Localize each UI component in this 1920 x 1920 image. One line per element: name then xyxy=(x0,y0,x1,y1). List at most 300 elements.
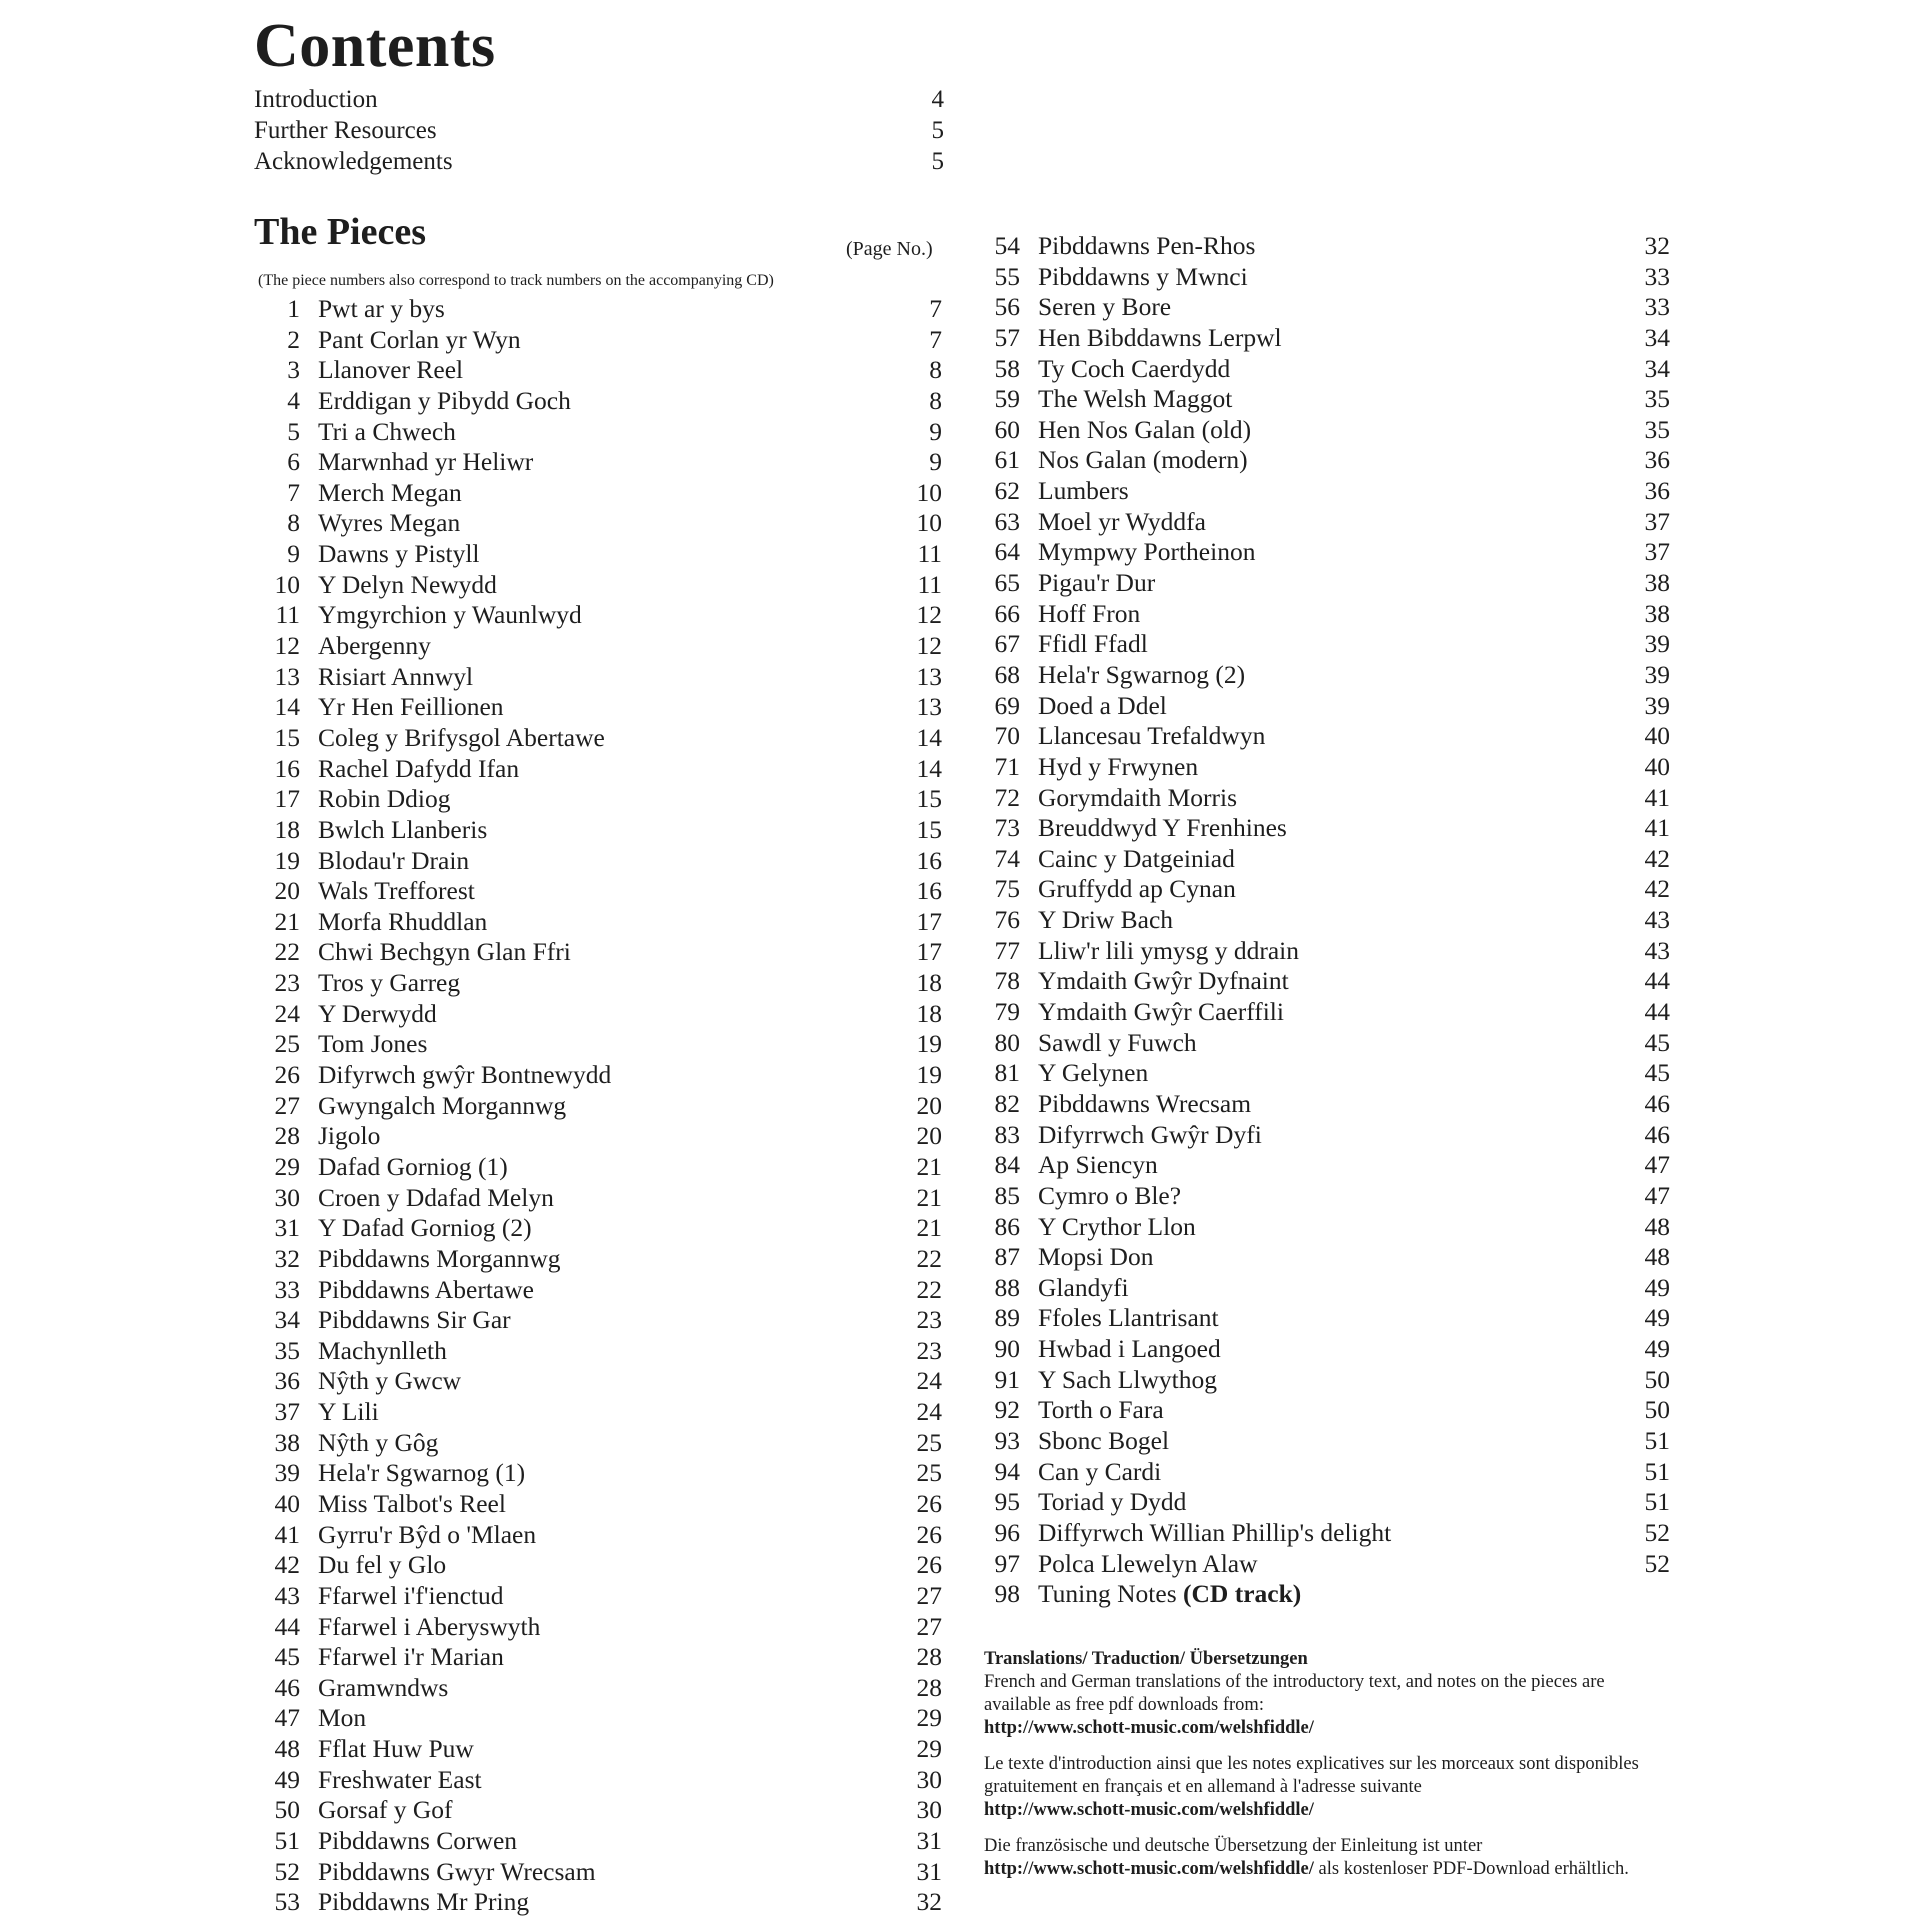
piece-entry xyxy=(982,1549,1670,1580)
piece-number: 66 xyxy=(994,598,1020,628)
piece-page: 12 xyxy=(916,600,942,630)
piece-entry xyxy=(262,1765,942,1796)
piece-entry xyxy=(982,1058,1670,1089)
piece-number: 26 xyxy=(274,1060,300,1090)
piece-number: 83 xyxy=(994,1119,1020,1149)
piece-title xyxy=(318,1397,892,1428)
piece-page: 16 xyxy=(916,845,942,875)
piece-entry xyxy=(262,968,942,999)
piece-page: 40 xyxy=(1644,751,1670,781)
piece-number: 36 xyxy=(274,1366,300,1396)
piece-number: 10 xyxy=(274,569,300,599)
piece-title-text: Risiart Annwyl xyxy=(318,661,474,691)
piece-page: 26 xyxy=(916,1550,942,1580)
piece-title-text: Blodau'r Drain xyxy=(318,845,470,875)
piece-entry xyxy=(982,507,1670,538)
translations-de-text: Die französische und deutsche Übersetzung der Einleitung ist unter xyxy=(984,1836,1483,1856)
piece-entry xyxy=(262,1397,942,1428)
piece-page: 22 xyxy=(916,1243,942,1273)
piece-title xyxy=(1038,1150,1620,1181)
piece-entry xyxy=(982,1303,1670,1334)
piece-title-text: Torth o Fara xyxy=(1038,1395,1164,1425)
piece-page: 42 xyxy=(1644,843,1670,873)
piece-title xyxy=(1038,1549,1620,1580)
front-matter-list xyxy=(254,84,944,177)
piece-title xyxy=(318,1152,892,1183)
piece-title xyxy=(318,1826,892,1857)
piece-title-text: Merch Megan xyxy=(318,477,462,507)
piece-title xyxy=(318,907,892,938)
piece-title-text: Ffoles Llantrisant xyxy=(1038,1303,1219,1333)
piece-title-text: Pigau'r Dur xyxy=(1038,568,1156,598)
piece-number: 79 xyxy=(994,997,1020,1027)
piece-entry xyxy=(262,1734,942,1765)
piece-entry xyxy=(262,1060,942,1091)
page-number-label: (Page No.) xyxy=(846,238,933,260)
piece-number: 27 xyxy=(274,1090,300,1120)
piece-title-text: Coleg y Brifysgol Abertawe xyxy=(318,722,605,752)
piece-title-text: Y Dafad Gorniog (2) xyxy=(318,1213,532,1243)
piece-title xyxy=(318,1550,892,1581)
piece-title xyxy=(318,1489,892,1520)
piece-title-text: Wyres Megan xyxy=(318,508,461,538)
piece-title xyxy=(1038,445,1620,476)
piece-title-text: Pant Corlan yr Wyn xyxy=(318,324,521,354)
piece-title xyxy=(318,1060,892,1091)
piece-title xyxy=(318,1244,892,1275)
piece-title-text: Ty Coch Caerdydd xyxy=(1038,353,1231,383)
piece-title-text: Rachel Dafydd Ifan xyxy=(318,753,520,783)
piece-title xyxy=(1038,905,1620,936)
piece-page: 41 xyxy=(1644,813,1670,843)
piece-number: 55 xyxy=(994,261,1020,291)
piece-number: 73 xyxy=(994,813,1020,843)
piece-entry xyxy=(262,1428,942,1459)
piece-title-text: Freshwater East xyxy=(318,1764,482,1794)
piece-title xyxy=(1038,660,1620,691)
piece-number: 41 xyxy=(274,1519,300,1549)
piece-title xyxy=(318,1029,892,1060)
piece-title-text: Tuning Notes xyxy=(1038,1579,1177,1609)
piece-title xyxy=(318,386,892,417)
piece-title xyxy=(318,417,892,448)
piece-title xyxy=(1038,262,1620,293)
piece-page: 15 xyxy=(916,814,942,844)
toc-page: 5 xyxy=(931,117,944,144)
piece-page: 9 xyxy=(929,447,942,477)
piece-number: 42 xyxy=(274,1550,300,1580)
piece-title xyxy=(318,876,892,907)
piece-entry xyxy=(262,846,942,877)
piece-title-text: Y Derwydd xyxy=(318,998,437,1028)
piece-entry xyxy=(262,1091,942,1122)
piece-entry xyxy=(982,1120,1670,1151)
piece-entry xyxy=(982,1395,1670,1426)
piece-title xyxy=(318,723,892,754)
piece-entry xyxy=(262,1336,942,1367)
piece-number: 81 xyxy=(994,1058,1020,1088)
piece-title-text: Miss Talbot's Reel xyxy=(318,1488,506,1518)
piece-number: 38 xyxy=(274,1427,300,1457)
piece-entry xyxy=(262,1121,942,1152)
piece-title xyxy=(1038,1120,1620,1151)
piece-title xyxy=(318,662,892,693)
piece-entry xyxy=(982,691,1670,722)
piece-number: 11 xyxy=(275,600,300,630)
piece-title-text: Can y Cardi xyxy=(1038,1456,1162,1486)
piece-title xyxy=(1038,1212,1620,1243)
piece-page: 39 xyxy=(1644,690,1670,720)
piece-title-text: Pibddawns Corwen xyxy=(318,1826,518,1856)
piece-number: 98 xyxy=(994,1579,1020,1609)
piece-entry xyxy=(262,1887,942,1918)
translations-heading: Translations/ Traduction/ Übersetzungen xyxy=(984,1649,1308,1669)
piece-title-text: Tri a Chwech xyxy=(318,416,456,446)
piece-page: 17 xyxy=(916,937,942,967)
piece-number: 85 xyxy=(994,1180,1020,1210)
piece-title-text: Y Driw Bach xyxy=(1038,905,1174,935)
piece-title xyxy=(318,1336,892,1367)
piece-entry xyxy=(982,231,1670,262)
piece-page: 11 xyxy=(917,569,942,599)
piece-title xyxy=(1038,1028,1620,1059)
toc-entry-further-resources xyxy=(254,115,944,146)
piece-entry xyxy=(982,997,1670,1028)
piece-number: 2 xyxy=(287,324,300,354)
piece-title xyxy=(318,1305,892,1336)
piece-title-text: Hyd y Frwynen xyxy=(1038,751,1199,781)
piece-number: 86 xyxy=(994,1211,1020,1241)
piece-title-text: Gyrru'r Bŷd o 'Mlaen xyxy=(318,1519,537,1549)
piece-entry xyxy=(262,478,942,509)
piece-title-text: Mympwy Portheinon xyxy=(1038,537,1256,567)
piece-title-text: Difyrrwch Gwŷr Dyfi xyxy=(1038,1119,1262,1149)
piece-title xyxy=(318,1795,892,1826)
piece-page: 38 xyxy=(1644,598,1670,628)
piece-number: 12 xyxy=(274,631,300,661)
piece-page: 35 xyxy=(1644,384,1670,414)
translations-de xyxy=(984,1835,1664,1881)
piece-title-text: Hen Nos Galan (old) xyxy=(1038,414,1252,444)
piece-page: 23 xyxy=(916,1305,942,1335)
piece-title-text: Lliw'r lili ymysg y ddrain xyxy=(1038,935,1299,965)
piece-number: 56 xyxy=(994,292,1020,322)
piece-entry xyxy=(982,1579,1670,1610)
piece-title xyxy=(1038,1058,1620,1089)
piece-number: 52 xyxy=(274,1856,300,1886)
piece-page: 43 xyxy=(1644,935,1670,965)
piece-title-text: Pibddawns Pen-Rhos xyxy=(1038,231,1256,260)
translations-en-url[interactable]: http://www.schott-music.com/welshfiddle/ xyxy=(984,1718,1314,1738)
piece-page: 10 xyxy=(916,477,942,507)
piece-title-text: Nŷth y Gôg xyxy=(318,1427,439,1457)
piece-entry xyxy=(262,815,942,846)
piece-title-text: Diffyrwch Willian Phillip's delight xyxy=(1038,1517,1392,1547)
piece-entry xyxy=(982,783,1670,814)
piece-page: 30 xyxy=(916,1764,942,1794)
piece-number: 57 xyxy=(994,322,1020,352)
pieces-note: (The piece numbers also correspond to track numbers on the accompanying CD) xyxy=(258,272,774,289)
piece-title xyxy=(1038,415,1620,446)
piece-number: 25 xyxy=(274,1029,300,1059)
piece-number: 35 xyxy=(274,1335,300,1365)
piece-number: 3 xyxy=(287,355,300,385)
piece-entry xyxy=(262,600,942,631)
piece-page: 50 xyxy=(1644,1395,1670,1425)
translations-fr xyxy=(984,1753,1664,1822)
piece-page: 25 xyxy=(916,1458,942,1488)
piece-page: 12 xyxy=(916,631,942,661)
piece-title-text: Pibddawns Sir Gar xyxy=(318,1305,511,1335)
piece-number: 17 xyxy=(274,784,300,814)
piece-number: 72 xyxy=(994,782,1020,812)
piece-number: 28 xyxy=(274,1121,300,1151)
piece-title xyxy=(1038,231,1620,262)
piece-title-text: Gorymdaith Morris xyxy=(1038,782,1238,812)
piece-number: 88 xyxy=(994,1272,1020,1302)
piece-title-text: Hela'r Sgwarnog (2) xyxy=(1038,659,1246,689)
toc-label: Acknowledgements xyxy=(254,148,453,175)
piece-number: 34 xyxy=(274,1305,300,1335)
piece-page: 9 xyxy=(929,416,942,446)
piece-page: 52 xyxy=(1644,1517,1670,1547)
piece-title-text: Ymgyrchion y Waunlwyd xyxy=(318,600,582,630)
piece-page: 21 xyxy=(916,1182,942,1212)
piece-entry xyxy=(982,354,1670,385)
piece-number: 20 xyxy=(274,876,300,906)
piece-entry xyxy=(262,999,942,1030)
piece-title xyxy=(318,1581,892,1612)
piece-page: 36 xyxy=(1644,445,1670,475)
piece-number: 91 xyxy=(994,1364,1020,1394)
piece-page: 31 xyxy=(916,1826,942,1856)
piece-title-text: Polca Llewelyn Alaw xyxy=(1038,1548,1258,1578)
piece-number: 43 xyxy=(274,1580,300,1610)
piece-title xyxy=(1038,783,1620,814)
piece-page: 15 xyxy=(916,784,942,814)
piece-page: 34 xyxy=(1644,353,1670,383)
translations-de-url[interactable]: http://www.schott-music.com/welshfiddle/ xyxy=(984,1859,1314,1879)
piece-number: 5 xyxy=(287,416,300,446)
piece-entry xyxy=(262,508,942,539)
piece-entry xyxy=(262,631,942,662)
piece-entry xyxy=(982,1242,1670,1273)
piece-number: 53 xyxy=(274,1887,300,1917)
piece-title-text: Cainc y Datgeiniad xyxy=(1038,843,1235,873)
piece-page: 19 xyxy=(916,1029,942,1059)
piece-title-text: Fflat Huw Puw xyxy=(318,1734,474,1764)
piece-title xyxy=(1038,1273,1620,1304)
piece-number: 71 xyxy=(994,751,1020,781)
piece-title-text: Pibddawns Wrecsam xyxy=(1038,1088,1252,1118)
piece-number: 59 xyxy=(994,384,1020,414)
piece-page: 21 xyxy=(916,1151,942,1181)
piece-page: 46 xyxy=(1644,1088,1670,1118)
piece-entry xyxy=(262,1029,942,1060)
piece-entry xyxy=(982,1181,1670,1212)
pieces-list-left xyxy=(262,294,942,1918)
piece-page: 46 xyxy=(1644,1119,1670,1149)
piece-page: 13 xyxy=(916,692,942,722)
piece-title-text: Du fel y Glo xyxy=(318,1550,447,1580)
piece-number: 64 xyxy=(994,537,1020,567)
piece-entry xyxy=(982,1365,1670,1396)
piece-title xyxy=(1038,1395,1620,1426)
piece-title-text: Chwi Bechgyn Glan Ffri xyxy=(318,937,571,967)
piece-page: 11 xyxy=(917,539,942,569)
piece-entry xyxy=(262,1520,942,1551)
piece-entry xyxy=(262,937,942,968)
piece-title-text: Croen y Ddafad Melyn xyxy=(318,1182,554,1212)
piece-title-text: Nŷth y Gwcw xyxy=(318,1366,462,1396)
piece-entry xyxy=(982,262,1670,293)
piece-title xyxy=(318,1366,892,1397)
piece-title xyxy=(1038,844,1620,875)
piece-title-text: Gorsaf y Gof xyxy=(318,1795,453,1825)
piece-entry xyxy=(262,1275,942,1306)
piece-title xyxy=(318,937,892,968)
piece-page: 13 xyxy=(916,661,942,691)
piece-number: 1 xyxy=(287,294,300,323)
piece-title xyxy=(318,1703,892,1734)
piece-page: 7 xyxy=(929,324,942,354)
piece-page: 25 xyxy=(916,1427,942,1457)
piece-page: 8 xyxy=(929,385,942,415)
piece-page: 26 xyxy=(916,1488,942,1518)
toc-page: 5 xyxy=(931,148,944,175)
piece-title xyxy=(1038,874,1620,905)
piece-title xyxy=(1038,1242,1620,1273)
translations-fr-url[interactable]: http://www.schott-music.com/welshfiddle/ xyxy=(984,1800,1314,1820)
piece-title xyxy=(318,325,892,356)
piece-page: 26 xyxy=(916,1519,942,1549)
piece-title xyxy=(318,355,892,386)
toc-entry-acknowledgements xyxy=(254,146,944,177)
piece-title xyxy=(1038,507,1620,538)
piece-title-text: Pibddawns Gwyr Wrecsam xyxy=(318,1856,596,1886)
piece-page: 16 xyxy=(916,876,942,906)
piece-title xyxy=(318,784,892,815)
piece-title-text: Llanover Reel xyxy=(318,355,464,385)
piece-number: 65 xyxy=(994,568,1020,598)
piece-title xyxy=(1038,966,1620,997)
piece-title-text: Glandyfi xyxy=(1038,1272,1129,1302)
piece-title-text: Bwlch Llanberis xyxy=(318,814,488,844)
piece-entry xyxy=(262,1642,942,1673)
piece-title xyxy=(1038,936,1620,967)
piece-number: 46 xyxy=(274,1672,300,1702)
translations-fr-text: Le texte d'introduction ainsi que les notes explicatives sur les morceaux sont disponibles gratuitement en français et en allemand à l'adresse suivante xyxy=(984,1754,1639,1797)
piece-page: 22 xyxy=(916,1274,942,1304)
piece-title-text: Jigolo xyxy=(318,1121,381,1151)
piece-number: 93 xyxy=(994,1425,1020,1455)
piece-title xyxy=(318,631,892,662)
piece-title-text: Robin Ddiog xyxy=(318,784,451,814)
piece-title xyxy=(318,1734,892,1765)
piece-title xyxy=(318,1857,892,1888)
piece-title-text: Doed a Ddel xyxy=(1038,690,1167,720)
piece-number: 50 xyxy=(274,1795,300,1825)
piece-entry xyxy=(982,445,1670,476)
piece-title-text: Ffidl Ffadl xyxy=(1038,629,1148,659)
piece-title xyxy=(318,1642,892,1673)
piece-title-text: Hoff Fron xyxy=(1038,598,1141,628)
translations-de-text-after: als kostenloser PDF-Download erhältlich. xyxy=(1318,1859,1629,1879)
piece-number: 78 xyxy=(994,966,1020,996)
toc-page: 4 xyxy=(931,86,944,113)
piece-title xyxy=(1038,1303,1620,1334)
page-title: Contents xyxy=(254,12,496,80)
piece-title xyxy=(1038,323,1620,354)
piece-entry xyxy=(262,539,942,570)
piece-page: 20 xyxy=(916,1121,942,1151)
piece-number: 24 xyxy=(274,998,300,1028)
piece-title xyxy=(1038,629,1620,660)
piece-entry xyxy=(982,874,1670,905)
piece-entry xyxy=(262,876,942,907)
piece-title xyxy=(318,1213,892,1244)
piece-entry xyxy=(262,1581,942,1612)
piece-number: 89 xyxy=(994,1303,1020,1333)
piece-title-text: Pibddawns Mr Pring xyxy=(318,1887,530,1917)
piece-number: 40 xyxy=(274,1488,300,1518)
piece-entry xyxy=(982,1457,1670,1488)
piece-title-text: Ffarwel i'f'ienctud xyxy=(318,1580,504,1610)
piece-entry xyxy=(262,386,942,417)
piece-entry xyxy=(982,1150,1670,1181)
piece-entry xyxy=(982,1212,1670,1243)
piece-entry xyxy=(262,1213,942,1244)
piece-number: 7 xyxy=(287,477,300,507)
piece-page: 27 xyxy=(916,1580,942,1610)
piece-entry xyxy=(262,1857,942,1888)
piece-page: 31 xyxy=(916,1856,942,1886)
piece-page: 40 xyxy=(1644,721,1670,751)
piece-page: 36 xyxy=(1644,476,1670,506)
piece-number: 32 xyxy=(274,1243,300,1273)
piece-title xyxy=(318,539,892,570)
piece-entry xyxy=(262,1305,942,1336)
piece-title-text: Difyrwch gwŷr Bontnewydd xyxy=(318,1060,612,1090)
piece-title xyxy=(1038,1365,1620,1396)
piece-page: 47 xyxy=(1644,1180,1670,1210)
piece-title xyxy=(318,846,892,877)
piece-title-text: Llancesau Trefaldwyn xyxy=(1038,721,1266,751)
piece-number: 31 xyxy=(274,1213,300,1243)
piece-title-text: Dafad Gorniog (1) xyxy=(318,1151,508,1181)
piece-title-text: Tom Jones xyxy=(318,1029,428,1059)
piece-number: 76 xyxy=(994,905,1020,935)
piece-number: 19 xyxy=(274,845,300,875)
piece-title xyxy=(318,1121,892,1152)
piece-entry xyxy=(262,417,942,448)
piece-title-text: Nos Galan (modern) xyxy=(1038,445,1248,475)
piece-page: 43 xyxy=(1644,905,1670,935)
piece-page: 29 xyxy=(916,1734,942,1764)
translations-en-text: French and German translations of the introductory text, and notes on the pieces are available as free pdf downloads from: xyxy=(984,1672,1605,1715)
piece-number: 61 xyxy=(994,445,1020,475)
piece-title-text: Ffarwel i Aberyswyth xyxy=(318,1611,541,1641)
piece-page: 14 xyxy=(916,753,942,783)
piece-entry xyxy=(262,1366,942,1397)
piece-title xyxy=(318,754,892,785)
piece-page: 44 xyxy=(1644,997,1670,1027)
piece-title xyxy=(318,1275,892,1306)
piece-entry xyxy=(982,936,1670,967)
piece-number: 87 xyxy=(994,1242,1020,1272)
piece-page: 41 xyxy=(1644,782,1670,812)
piece-page: 45 xyxy=(1644,1058,1670,1088)
